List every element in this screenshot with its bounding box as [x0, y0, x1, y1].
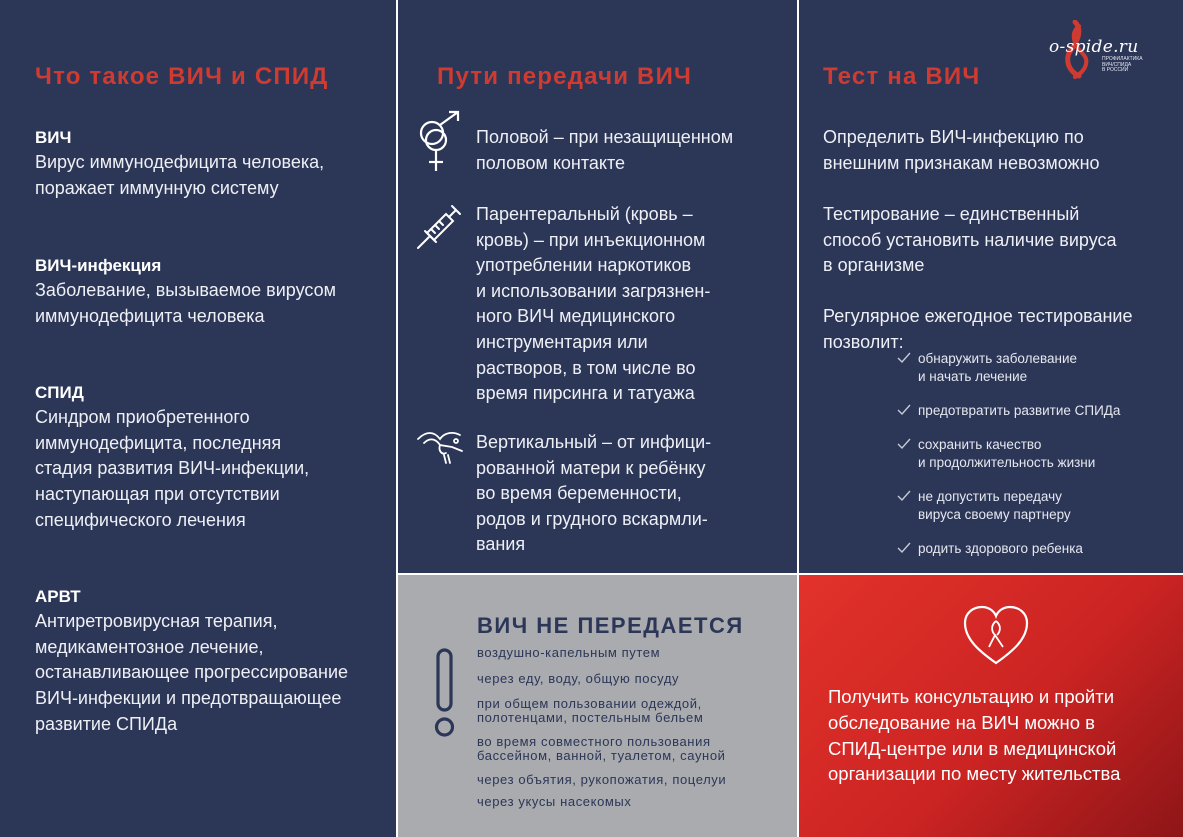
para-line: в организме: [823, 255, 925, 276]
not-item-line: полотенцами, постельным бельем: [477, 709, 704, 725]
para-line: Определить ВИЧ-инфекцию по: [823, 127, 1084, 147]
logo-sub-line: ВИЧ/СПИДА: [1102, 61, 1132, 68]
para-line: внешним признакам невозможно: [823, 152, 1100, 173]
route-sexual: [476, 125, 733, 176]
heart-ribbon-icon: [961, 605, 1031, 672]
not-item-line: при общем пользовании одеждой,: [477, 696, 702, 711]
test-para-2: [823, 202, 1117, 279]
desc-line: Заболевание, вызываемое вирусом: [35, 280, 336, 300]
route-parenteral: [476, 202, 710, 407]
para-line: способ установить наличие вируса: [823, 229, 1117, 250]
route-line: вания: [476, 534, 526, 555]
check-icon: [896, 437, 912, 451]
route-line: Вертикальный – от инфици-: [476, 432, 712, 452]
panel-what-is: [0, 0, 396, 837]
desc-line: поражает иммунную систему: [35, 177, 279, 198]
benefit-line: родить здорового ребенка: [918, 541, 1083, 556]
check-icon: [896, 489, 912, 503]
gender-symbols-icon: [416, 107, 468, 180]
exclamation-icon: [433, 647, 457, 744]
cta-line: обследование на ВИЧ можно в: [828, 711, 1095, 733]
benefit-line: не допустить передачу: [918, 489, 1062, 504]
benefit-item: [918, 436, 1095, 471]
route-line: употреблении наркотиков: [476, 255, 692, 276]
panel-test: [799, 0, 1183, 573]
desc-line: иммунодефицита человека: [35, 305, 265, 326]
test-para-1: [823, 125, 1100, 176]
cta-line: организации по месту жительства: [828, 763, 1121, 785]
test-para-3: [823, 304, 1132, 355]
para-line: позволит:: [823, 331, 904, 352]
not-item: [477, 795, 631, 809]
benefit-line: сохранить качество: [918, 437, 1042, 452]
check-icon: [896, 403, 912, 417]
route-line: родов и грудного вскармли-: [476, 508, 708, 529]
not-item-line: во время совместного пользования: [477, 734, 711, 749]
route-line: рованной матери к ребёнку: [476, 457, 706, 478]
term-art-desc: [35, 609, 348, 738]
benefit-item: [918, 540, 1083, 558]
desc-line: Антиретровирусная терапия,: [35, 611, 278, 631]
desc-line: иммунодефицита, последняя: [35, 432, 282, 453]
route-line: растворов, в том числе во: [476, 357, 696, 378]
stork-icon: [416, 425, 466, 470]
route-line: во время беременности,: [476, 483, 682, 504]
route-line: кровь) – при инъекционном: [476, 229, 706, 250]
route-vertical: [476, 430, 711, 558]
term-aids: СПИД: [35, 383, 84, 402]
panel-not-transmitted: [398, 575, 797, 837]
route-line: и использовании загрязнен-: [476, 280, 711, 301]
cta-line: СПИД-центре или в медицинской: [828, 737, 1117, 759]
not-item-line: через еду, воду, общую посуду: [477, 671, 680, 686]
term-art: АРВТ: [35, 587, 81, 606]
term-hiv-desc: [35, 150, 324, 201]
benefit-line: обнаружить заболевание: [918, 351, 1078, 366]
logo-text: o-spide.ru: [1049, 37, 1139, 57]
benefit-line: вируса своему партнеру: [918, 506, 1071, 522]
route-line: ного ВИЧ медицинского: [476, 306, 676, 327]
not-item: [477, 697, 703, 724]
syringe-icon: [416, 201, 462, 256]
desc-line: медикаментозное лечение,: [35, 636, 264, 657]
desc-line: стадия развития ВИЧ-инфекции,: [35, 458, 310, 479]
route-line: половом контакте: [476, 152, 626, 173]
desc-line: Вирус иммунодефицита человека,: [35, 152, 325, 172]
o-spide-logo[interactable]: [1049, 20, 1159, 80]
desc-line: ВИЧ-инфекции и предотвращающее: [35, 688, 342, 709]
not-item-line: бассейном, ванной, туалетом, сауной: [477, 747, 726, 763]
check-icon: [896, 541, 912, 555]
term-aids-desc: [35, 405, 309, 534]
logo-sub-line: ПРОФИЛАКТИКА: [1102, 56, 1143, 62]
not-item-line: воздушно-капельным путем: [477, 645, 661, 660]
para-line: Регулярное ежегодное тестирование: [823, 306, 1133, 326]
desc-line: наступающая при отсутствии: [35, 484, 280, 505]
not-item: [477, 646, 660, 660]
route-line: Половой – при незащищенном: [476, 127, 734, 147]
panel-title: Что такое ВИЧ и СПИД: [35, 63, 329, 90]
benefit-line: и начать лечение: [918, 368, 1028, 384]
desc-line: останавливающее прогрессирование: [35, 662, 349, 683]
logo-subtitle: [1102, 57, 1143, 74]
check-icon: [896, 351, 912, 365]
route-line: время пирсинга и татуажа: [476, 383, 695, 404]
desc-line: развитие СПИДа: [35, 713, 178, 734]
benefit-item: [918, 350, 1077, 385]
benefit-item: [918, 402, 1120, 420]
term-hiv: ВИЧ: [35, 128, 72, 147]
not-item: [477, 735, 726, 762]
cta-text: [828, 684, 1120, 787]
desc-line: Синдром приобретенного: [35, 407, 250, 427]
not-item: [477, 672, 679, 686]
not-item-line: через укусы насекомых: [477, 794, 632, 809]
route-line: инструментария или: [476, 331, 648, 352]
not-item: [477, 773, 726, 787]
benefit-line: и продолжительность жизни: [918, 454, 1096, 470]
route-line: Парентеральный (кровь –: [476, 204, 693, 224]
not-item-line: через объятия, рукопожатия, поцелуи: [477, 772, 727, 787]
panel-routes: [398, 0, 797, 573]
benefit-line: предотвратить развитие СПИДа: [918, 403, 1121, 418]
panel-cta: [799, 575, 1183, 837]
logo-sub-line: В РОССИИ: [1102, 67, 1129, 73]
term-hiv-infection: ВИЧ-инфекция: [35, 256, 162, 275]
panel-title: ВИЧ НЕ ПЕРЕДАЕТСЯ: [477, 613, 744, 638]
benefit-item: [918, 488, 1071, 523]
cta-line: Получить консультацию и пройти: [828, 686, 1115, 707]
panel-title: Тест на ВИЧ: [823, 63, 981, 90]
desc-line: специфического лечения: [35, 509, 246, 530]
para-line: Тестирование – единственный: [823, 204, 1080, 224]
panel-title: Пути передачи ВИЧ: [437, 63, 693, 90]
term-hiv-infection-desc: [35, 278, 336, 329]
